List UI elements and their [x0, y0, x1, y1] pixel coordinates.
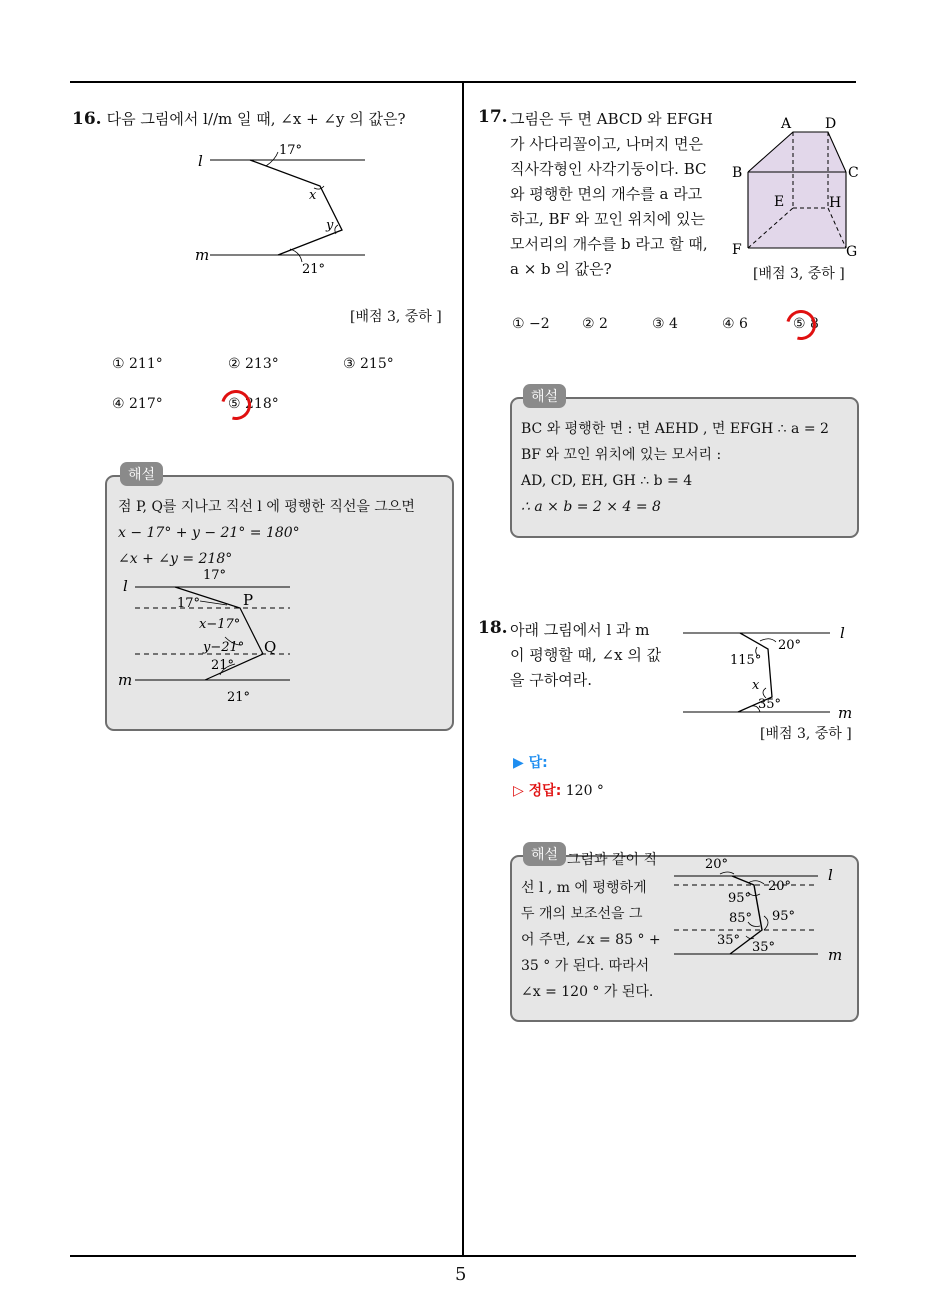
q18-solution-tag: 해설 [523, 842, 566, 866]
q17-choice-5-value: 8 [810, 316, 819, 332]
q16-solution-line-2: x − 17° + y − 21° = 180° [118, 525, 300, 541]
q17-choice-2[interactable]: ② 2 [582, 316, 608, 332]
q17-fig-A: A [781, 116, 792, 132]
q18-correct-answer [513, 780, 604, 800]
q16-choice-3[interactable]: ③ 215° [343, 356, 394, 372]
q17-fig-F: F [732, 242, 742, 258]
q16-solution-figure [115, 565, 305, 710]
q16-score: [배점 3, 중하 ] [350, 309, 442, 325]
q16-sol-fig-m: m [118, 671, 133, 689]
q16-fig-17: 17° [279, 143, 303, 158]
q17-choice-4[interactable]: ④ 6 [722, 316, 748, 332]
selected-mark-icon [781, 305, 822, 346]
q18-text-line-2: 이 평행할 때, ∠x 의 값 [510, 646, 662, 664]
q16-choice-1[interactable]: ① 211° [112, 356, 163, 372]
q18-sol-fig-35b: 35° [752, 940, 776, 955]
q18-sol-fig-m: m [828, 946, 843, 962]
page-number: 5 [455, 1264, 467, 1285]
q16-sol-fig-17top: 17° [203, 568, 227, 583]
q16-sol-fig-21mid: 21° [211, 658, 235, 673]
q17-text-line-1: 그림은 두 면 ABCD 와 EFGH [510, 110, 713, 128]
q18-sol-fig-20b: 20° [768, 879, 792, 894]
q16-choice-2[interactable]: ② 213° [228, 356, 279, 372]
q16-fig-y: y [326, 218, 334, 233]
q18-solution-line-3: 두 개의 보조선을 그 [521, 906, 643, 922]
q18-figure [680, 622, 860, 722]
q17-solution-line-3: AD, CD, EH, GH ∴ b = 4 [521, 473, 693, 489]
q18-number: 18. [478, 618, 508, 638]
q18-text-line-3: 을 구하여라. [510, 671, 592, 689]
q17-choice-3[interactable]: ③ 4 [652, 316, 678, 332]
q17-figure [728, 110, 863, 262]
q16-sol-fig-x17: x−17° [199, 617, 241, 632]
q18-text-line-1: 아래 그림에서 l 과 m [510, 621, 650, 639]
q18-score: [배점 3, 중하 ] [760, 726, 852, 742]
q16-solution-tag: 해설 [120, 462, 163, 486]
q18-fig-35: 35° [758, 697, 782, 712]
q16-sol-fig-l: l [123, 577, 128, 595]
q16-sol-fig-21bot: 21° [227, 690, 251, 705]
q17-text-line-6: 모서리의 개수를 b 라고 할 때, [510, 235, 708, 253]
q18-correct-value: 120 ° [565, 783, 604, 799]
q17-text-line-7: a × b 의 값은? [510, 260, 612, 278]
bottom-rule [70, 1255, 856, 1257]
q17-text-line-5: 하고, BF 와 꼬인 위치에 있는 [510, 210, 705, 228]
q17-text-line-2: 가 사다리꼴이고, 나머지 면은 [510, 135, 703, 153]
q16-sol-fig-Q: Q [264, 638, 277, 656]
q18-fig-115: 115° [730, 653, 762, 668]
q16-sol-fig-17mid: 17° [177, 596, 201, 611]
q17-choice-1[interactable]: ① −2 [512, 316, 550, 332]
q17-score: [배점 3, 중하 ] [753, 266, 845, 282]
q18-answer-label [513, 752, 548, 772]
q18-solution-line-4: 어 주면, ∠x = 85 ° + [521, 932, 661, 948]
q18-sol-fig-20a: 20° [705, 857, 729, 872]
q16-block [72, 107, 406, 132]
q18-fig-l: l [840, 624, 845, 642]
q18-sol-fig-95a: 95° [728, 891, 752, 906]
q17-choice-5[interactable] [793, 316, 819, 332]
q16-sol-fig-P: P [243, 591, 254, 609]
q18-sol-fig-l: l [828, 866, 833, 884]
q16-choice-5[interactable] [228, 396, 279, 412]
q18-answer-text: ▶ 답: [513, 755, 548, 771]
q17-fig-B: B [732, 165, 743, 181]
q18-solution-line-1: 그림과 같이 직 [567, 852, 658, 868]
q18-sol-fig-95b: 95° [772, 909, 796, 924]
q16-solution-line-3: ∠x + ∠y = 218° [118, 551, 233, 567]
q18-fig-20: 20° [778, 638, 802, 653]
q17-text-line-4: 와 평행한 면의 개수를 a 라고 [510, 185, 703, 203]
q18-fig-x: x [752, 678, 760, 693]
q16-text: 다음 그림에서 l//m 일 때, ∠x + ∠y 의 값은? [106, 110, 406, 128]
q18-sol-fig-35a: 35° [717, 933, 741, 948]
q16-fig-m: m [195, 246, 210, 264]
q16-number: 16. [72, 109, 102, 129]
q16-choice-5-marker: ⑤ [228, 396, 241, 412]
q17-solution-line-2: BF 와 꼬인 위치에 있는 모서리 : [521, 447, 722, 463]
q17-solution-line-4: ∴ a × b = 2 × 4 = 8 [521, 499, 661, 515]
column-divider [462, 82, 464, 1255]
q18-solution-figure [668, 852, 848, 962]
q16-sol-fig-y21: y−21° [203, 640, 245, 655]
q17-fig-D: D [825, 116, 837, 132]
q16-fig-x: x [309, 188, 317, 203]
q17-number: 17. [478, 107, 508, 127]
q17-solution-tag: 해설 [523, 384, 566, 408]
q17-choice-5-marker: ⑤ [793, 316, 806, 332]
q18-sol-fig-85: 85° [729, 911, 753, 926]
q16-fig-21: 21° [302, 262, 326, 277]
q17-fig-H: H [829, 195, 842, 211]
q18-solution-line-5: 35 ° 가 된다. 따라서 [521, 958, 650, 974]
q16-figure [190, 138, 380, 283]
q18-solution-line-2: 선 l , m 에 평행하게 [521, 880, 647, 896]
q17-text-line-3: 직사각형인 사각기둥이다. BC [510, 160, 707, 178]
q16-solution-line-1: 점 P, Q를 지나고 직선 l 에 평행한 직선을 그으면 [118, 499, 415, 515]
q17-fig-E: E [774, 194, 785, 210]
q17-fig-C: C [848, 165, 859, 181]
q18-correct-label: ▷ 정답: [513, 783, 562, 799]
selected-mark-icon [216, 385, 257, 426]
q18-fig-m: m [838, 704, 853, 722]
q18-solution-line-6: ∠x = 120 ° 가 된다. [521, 984, 654, 1000]
q16-choice-5-value: 218° [245, 396, 279, 412]
q17-solution-line-1: BC 와 평행한 면 : 면 AEHD , 면 EFGH ∴ a = 2 [521, 421, 829, 437]
q17-fig-G: G [846, 244, 858, 260]
q16-choice-4[interactable]: ④ 217° [112, 396, 163, 412]
q16-fig-l: l [198, 152, 203, 170]
